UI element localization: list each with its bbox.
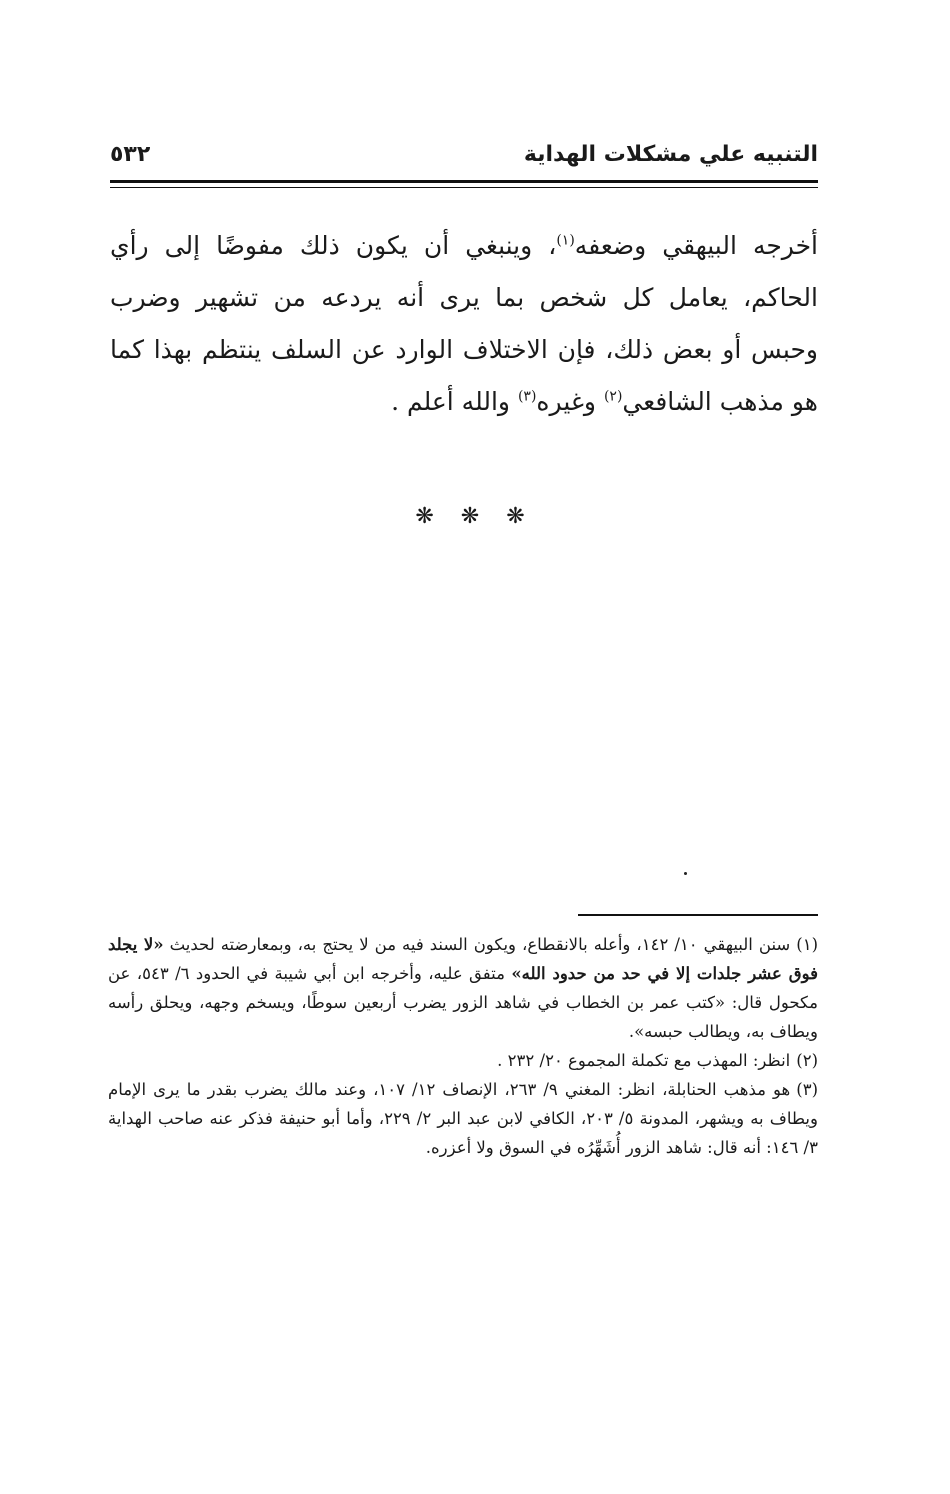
footnote-text: سنن البيهقي ١٠/ ١٤٢، وأعله بالانقطاع، ويكون السند فيه من لا يحتج به، وبمعارضته لحديث xyxy=(163,935,791,954)
header-title: التنبيه علي مشكلات الهداية xyxy=(523,142,818,167)
running-header xyxy=(110,142,818,180)
main-paragraph xyxy=(110,220,818,428)
footnote-ref-1[interactable]: (١) xyxy=(556,232,575,249)
footnote-hadith-quote: «لا يجلد فوق عشر جلدات إلا في حد من حدود الله» xyxy=(108,935,818,983)
footnote-1 xyxy=(108,930,818,1046)
footnote-ref-2[interactable]: (٢) xyxy=(603,388,623,405)
page-number: ٥٣٢ xyxy=(110,142,151,167)
footnote-ref-3[interactable]: (٣) xyxy=(517,388,537,405)
stray-dot xyxy=(684,872,687,875)
footnote-3 xyxy=(108,1075,818,1162)
footnote-number: (٣) xyxy=(796,1080,819,1099)
footnote-2 xyxy=(108,1046,818,1075)
footnote-number: (١) xyxy=(796,935,819,954)
footnote-rule xyxy=(578,914,818,916)
paragraph-text-4: والله أعلم . xyxy=(391,387,518,416)
paragraph xyxy=(110,220,818,428)
footnote-text: هو مذهب الحنابلة، انظر: المغني ٩/ ٢٦٣، الإنصاف ١٢/ ١٠٧، وعند مالك يضرب بقدر ما يرى الإمام ويطاف به ويشهر، المدونة ٥/ ٢٠٣، الكافي لابن عبد البر ٢/ ٢٢٩، وأما أبو حنيفة فذكر عنه صاحب الهداية ٣/ ١٤٦: أنه قال: شاهد الزور أُشَهِّرُه في السوق ولا أعزره. xyxy=(108,1080,818,1157)
footnote-text: انظر: المهذب مع تكملة المجموع ٢٠/ ٢٣٢ . xyxy=(497,1051,791,1070)
footnote-number: (٢) xyxy=(796,1051,818,1070)
paragraph-text-3: وغيره xyxy=(536,387,604,416)
paragraph-text-2: ، وينبغي أن يكون ذلك مفوضًا إلى رأي الحاكم، يعامل كل شخص بما يرى أنه يردعه من تشهير وضرب وحبس أو بعض ذلك، فإن الاختلاف الوارد عن السلف ينتظم بهذا كما هو مذهب الشافعي xyxy=(110,231,818,416)
header-rule-thick xyxy=(110,180,818,183)
header-rule-thin xyxy=(110,187,818,188)
footnotes xyxy=(108,930,818,1162)
paragraph-text-1: أخرجه البيهقي وضعفه xyxy=(574,231,818,260)
section-separator-stars: ❋ ❋ ❋ xyxy=(415,504,535,529)
footnote-text: متفق عليه، وأخرجه ابن أبي شيبة في الحدود ٦/ ٥٤٣، عن مكحول قال: «كتب عمر بن الخطاب في شاهد الزور يضرب أربعين سوطًا، ويسخم وجهه، ويحلق رأسه ويطاف به، ويطالب حبسه». xyxy=(108,964,818,1041)
